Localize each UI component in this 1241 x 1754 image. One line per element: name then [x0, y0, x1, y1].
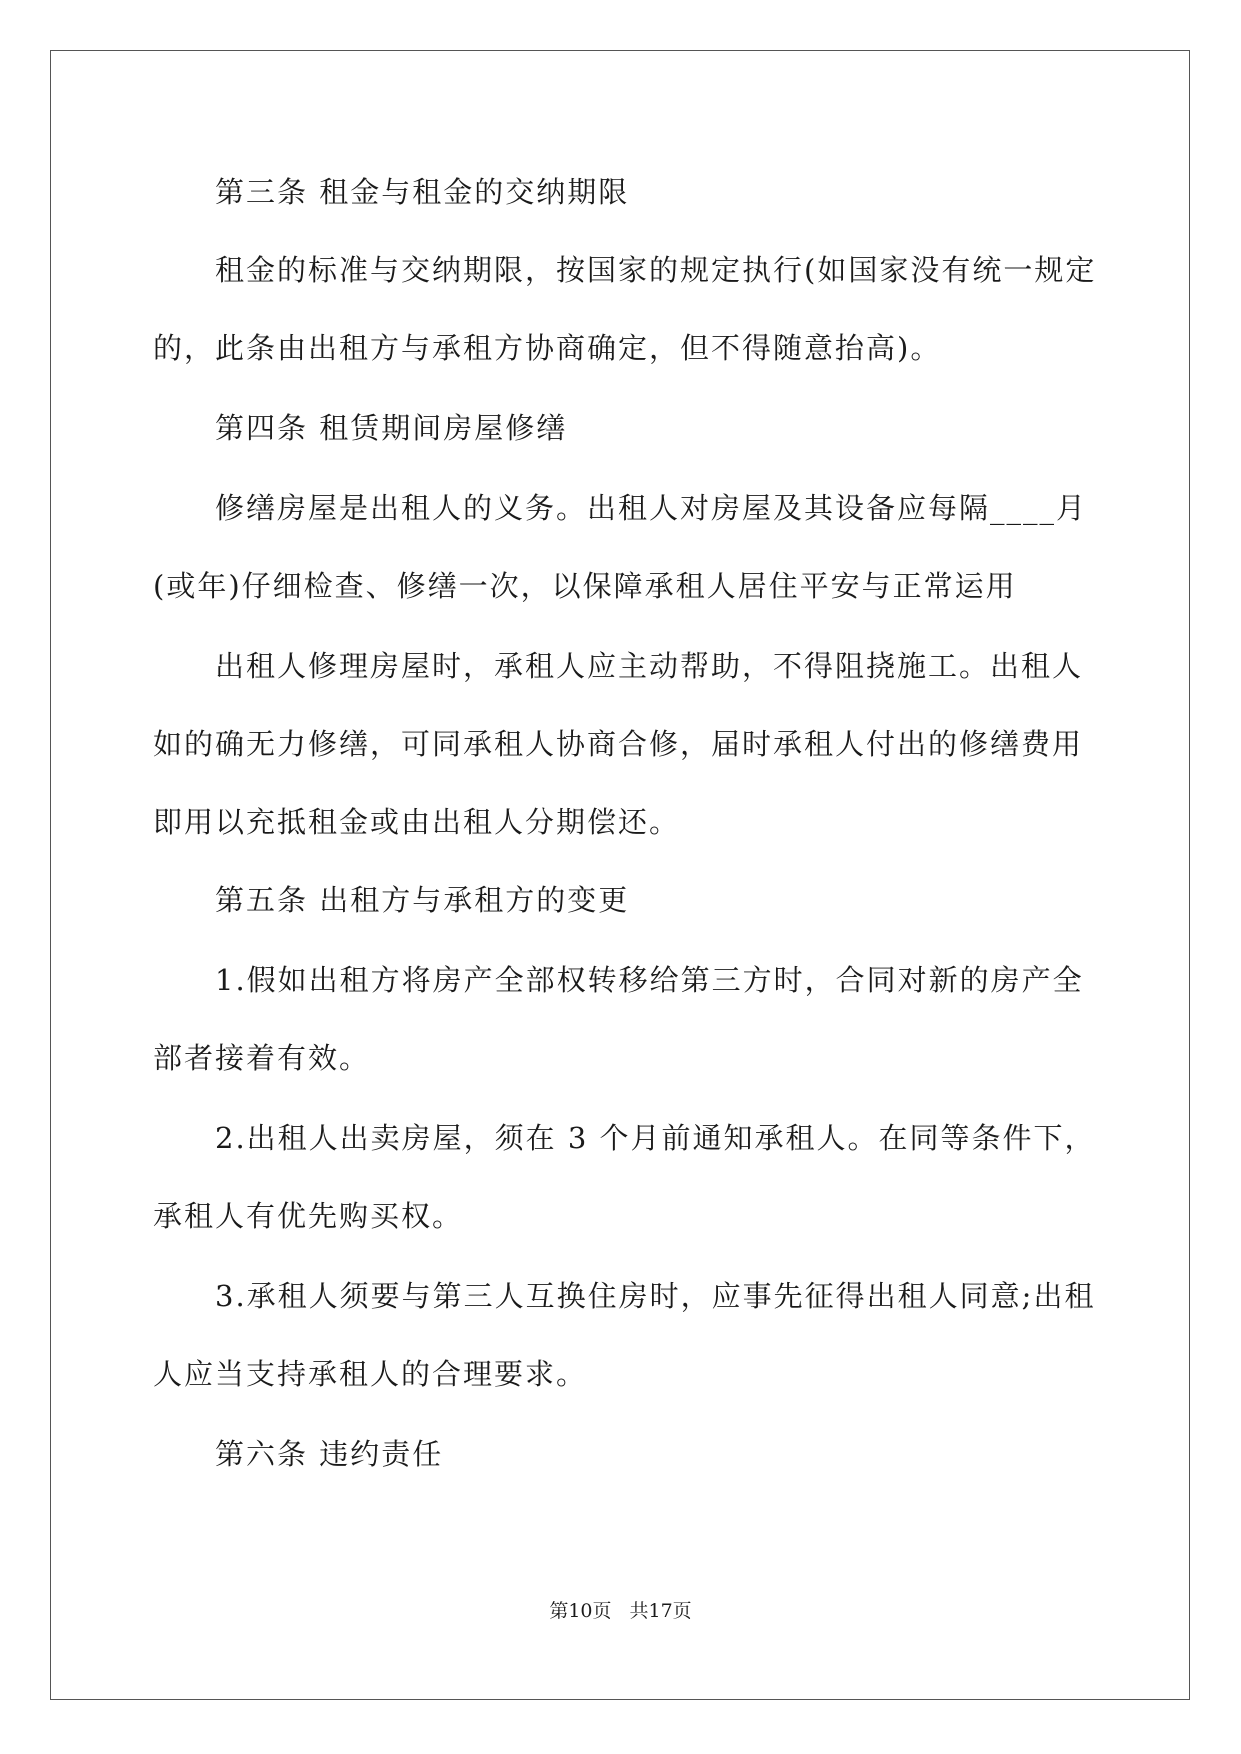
paragraph-line: (或年)仔细检查、修缮一次，以保障承租人居住平安与正常运用 — [153, 569, 1017, 603]
paragraph-line: 人应当支持承租人的合理要求。 — [153, 1357, 588, 1391]
paragraph-line: 的，此条由出租方与承租方协商确定，但不得随意抬高)。 — [153, 331, 942, 365]
paragraph-line: 即用以充抵租金或由出租人分期偿还。 — [153, 805, 681, 839]
article-5-heading: 第五条 出租方与承租方的变更 — [215, 883, 630, 917]
paragraph-line: 承租人有优先购买权。 — [153, 1199, 464, 1233]
paragraph-line: 租金的标准与交纳期限，按国家的规定执行(如国家没有统一规定 — [215, 253, 1097, 287]
article-4-heading: 第四条 租赁期间房屋修缮 — [215, 411, 568, 445]
article-6-heading: 第六条 违约责任 — [215, 1437, 444, 1471]
page-number: 第10页 — [549, 1600, 612, 1622]
article-3-heading: 第三条 租金与租金的交纳期限 — [215, 175, 630, 209]
paragraph-line: 出租人修理房屋时，承租人应主动帮助，不得阻挠施工。出租人 — [215, 649, 1084, 683]
page-total: 共17页 — [629, 1600, 692, 1622]
paragraph-line: 如的确无力修缮，可同承租人协商合修，届时承租人付出的修缮费用 — [153, 727, 1084, 761]
paragraph-line: 3.承租人须要与第三人互换住房时，应事先征得出租人同意;出租 — [215, 1279, 1096, 1313]
paragraph-line: 1.假如出租方将房产全部权转移给第三方时，合同对新的房产全 — [215, 963, 1084, 997]
paragraph-line: 部者接着有效。 — [153, 1041, 371, 1075]
paragraph-line: 2.出租人出卖房屋，须在 3 个月前通知承租人。在同等条件下， — [215, 1121, 1096, 1155]
paragraph-line: 修缮房屋是出租人的义务。出租人对房屋及其设备应每隔____月 — [215, 491, 1088, 525]
page-footer — [0, 1598, 1241, 1624]
